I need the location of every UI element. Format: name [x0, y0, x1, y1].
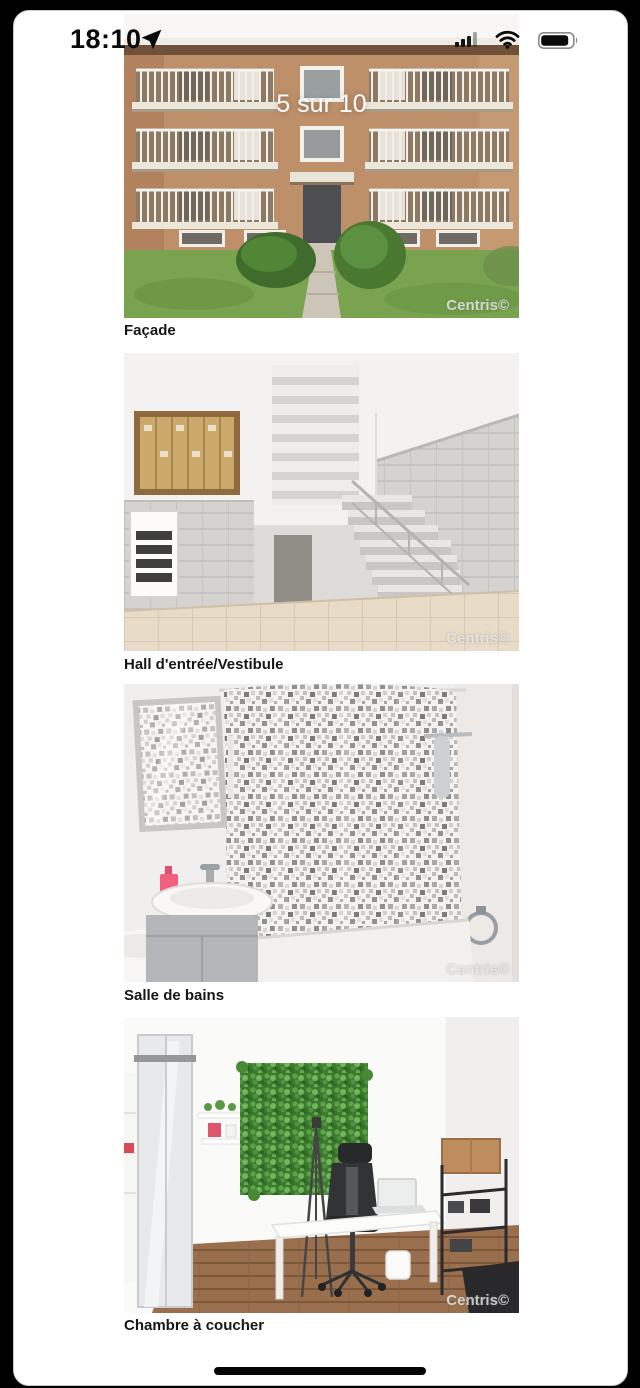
gallery-counter-overlay: 5 sur 10 [276, 90, 367, 118]
photo-caption: Chambre à coucher [124, 1317, 265, 1334]
location-arrow-icon [141, 29, 162, 50]
centris-watermark: Centris© [446, 297, 509, 314]
centris-watermark: Centris© [446, 1292, 509, 1309]
entry-hall-photo-image [124, 353, 519, 651]
battery-icon [538, 32, 579, 49]
home-indicator[interactable] [214, 1367, 426, 1375]
status-time: 18:10 [70, 24, 142, 54]
photo-facade[interactable] [124, 14, 519, 318]
bedroom-photo-image [124, 1017, 519, 1313]
photo-caption: Façade [124, 322, 176, 339]
wifi-icon [495, 30, 520, 49]
photo-bathroom[interactable] [124, 684, 519, 982]
bathroom-photo-image [124, 684, 519, 982]
photo-entry-hall[interactable] [124, 353, 519, 651]
photo-caption: Hall d'entrée/Vestibule [124, 656, 284, 673]
photo-bedroom[interactable] [124, 1017, 519, 1313]
centris-watermark: Centris© [446, 961, 509, 978]
centris-watermark: Centris© [446, 630, 509, 647]
cellular-signal-icon [455, 31, 478, 47]
facade-photo-image [124, 14, 519, 318]
photo-caption: Salle de bains [124, 987, 225, 1004]
